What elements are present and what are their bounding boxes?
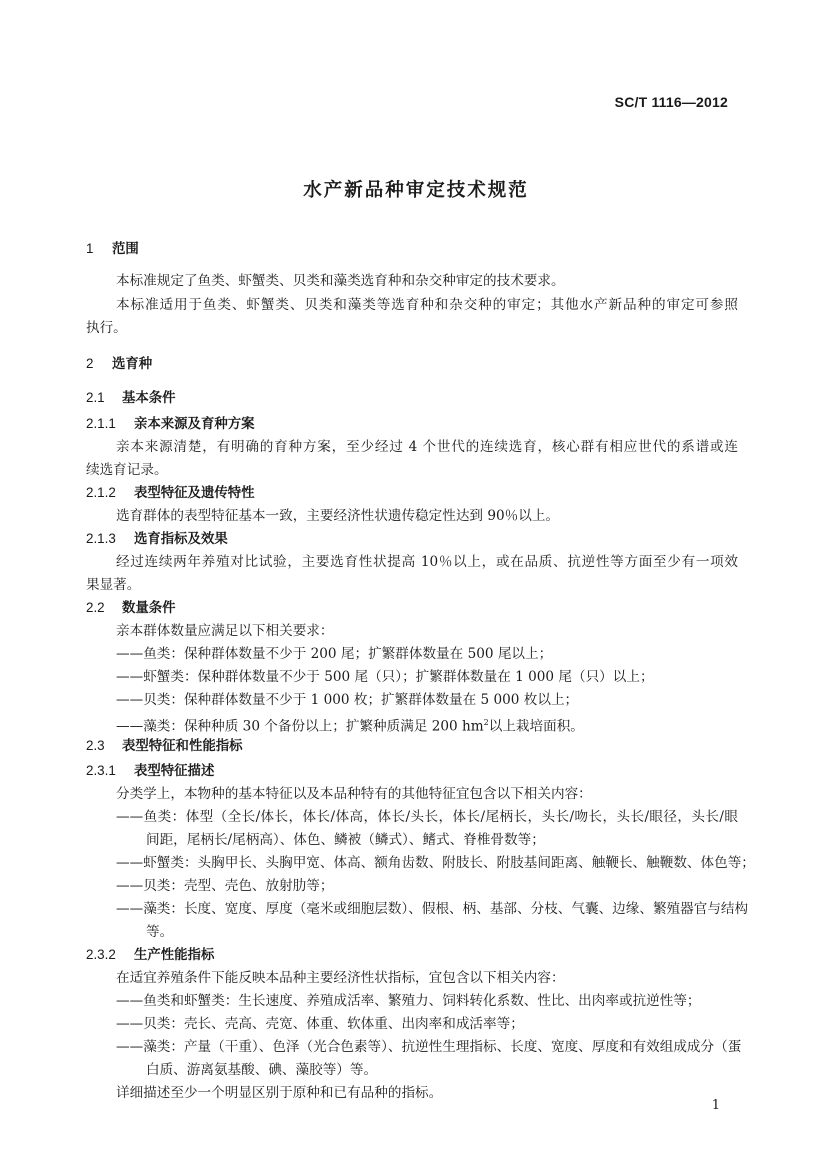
section-2-heading: 2 选育种 [86, 356, 153, 372]
section-2-3-1-item-shellfish: ——贝类：壳型、壳色、放射肋等； [116, 878, 334, 894]
section-2-2-item-algae: ——藻类：保种种质 30 个备份以上；扩繁种质满足 200 $hm^2$以上栽培面积。 [116, 718, 584, 735]
section-2-3-2-item-fish-crustacean: ——鱼类和虾蟹类：生长速度、养殖成活率、繁殖力、饲料转化系数、性比、出肉率或抗逆性等； [116, 993, 701, 1009]
section-2-2-item-crustacean: ——虾蟹类：保种群体数量不少于 500 尾（只）；扩繁群体数量在 1 000 尾（只）以上； [116, 669, 654, 685]
section-2-3-2-outro: 详细描述至少一个明显区别于原种和已有品种的指标。 [116, 1085, 443, 1101]
section-2-3-2-intro: 在适宜养殖条件下能反映本品种主要经济性状指标，宜包含以下相关内容： [116, 970, 565, 986]
section-2-3-1-item-fish-line-1: ——鱼类：体型（全长/体长，体长/体高，体长/头长，体长/尾柄长，头长/吻长，头长/眼径，头长/眼 [116, 809, 738, 825]
section-1-paragraph-2-line-2: 执行。 [86, 320, 127, 336]
section-2-1-heading: 2.1 基本条件 [86, 390, 176, 406]
section-2-2-intro: 亲本群体数量应满足以下相关要求： [116, 623, 334, 639]
section-2-2-item-fish: ——鱼类：保种群体数量不少于 200 尾；扩繁群体数量在 500 尾以上； [116, 646, 553, 662]
document-title: 水产新品种审定技术规范 [303, 180, 529, 201]
section-2-3-2-heading: 2.3.2 生产性能指标 [86, 947, 215, 963]
section-2-3-2-item-shellfish: ——贝类：壳长、壳高、壳宽、体重、软体重、出肉率和成活率等； [116, 1016, 524, 1032]
section-2-1-2-heading: 2.1.2 表型特征及遗传特性 [86, 485, 255, 501]
section-2-1-1-paragraph-line-2: 续选育记录。 [86, 462, 168, 478]
section-1-paragraph-1: 本标准规定了鱼类、虾蟹类、贝类和藻类选育种和杂交种审定的技术要求。 [116, 273, 565, 289]
section-2-3-2-item-algae-line-1: ——藻类：产量（干重）、色泽（光合色素等）、抗逆性生理指标、长度、宽度、厚度和有效组成成分（蛋 [116, 1039, 742, 1055]
section-2-1-1-heading: 2.1.1 亲本来源及育种方案 [86, 416, 255, 432]
section-2-3-1-intro: 分类学上，本物种的基本特征以及本品种特有的其他特征宜包含以下相关内容： [116, 786, 592, 802]
page-number: 1 [711, 1098, 720, 1113]
section-2-1-3-paragraph-line-1: 经过连续两年养殖对比试验，主要选育性状提高 10％以上，或在品质、抗逆性等方面至少有一项效 [116, 554, 738, 570]
section-2-1-3-paragraph-line-2: 果显著。 [86, 577, 141, 593]
section-2-1-3-heading: 2.1.3 选育指标及效果 [86, 531, 228, 547]
section-2-3-1-item-algae-line-2: 等。 [146, 924, 174, 940]
standard-code: SC/T 1116—2012 [614, 94, 728, 110]
section-1-paragraph-2-line-1: 本标准适用于鱼类、虾蟹类、贝类和藻类等选育种和杂交种的审定；其他水产新品种的审定可参照 [116, 297, 738, 313]
section-2-1-1-paragraph-line-1: 亲本来源清楚，有明确的育种方案，至少经过 4 个世代的连续选育，核心群有相应世代的系谱或连 [116, 439, 738, 455]
section-2-3-1-heading: 2.3.1 表型特征描述 [86, 763, 215, 779]
section-2-3-1-item-crustacean: ——虾蟹类：头胸甲长、头胸甲宽、体高、额角齿数、附肢长、附肢基间距离、触鞭长、触鞭数、体色等； [116, 855, 755, 871]
section-2-3-heading: 2.3 表型特征和性能指标 [86, 738, 243, 754]
section-1-heading: 1 范围 [86, 241, 139, 257]
section-2-2-heading: 2.2 数量条件 [86, 600, 176, 616]
section-2-1-2-paragraph: 选育群体的表型特征基本一致，主要经济性状遗传稳定性达到 90％以上。 [116, 508, 560, 524]
section-2-3-2-item-algae-line-2: 白质、游离氨基酸、碘、藻胶等）等。 [146, 1062, 378, 1078]
section-2-3-1-item-fish-line-2: 间距，尾柄长/尾柄高）、体色、鳞被（鳞式）、鳍式、脊椎骨数等； [146, 832, 545, 848]
superscript-2: 2 [483, 718, 489, 727]
section-2-3-1-item-algae-line-1: ——藻类：长度、宽度、厚度（毫米或细胞层数）、假根、柄、基部、分枝、气囊、边缘、繁殖器官与结构 [116, 901, 749, 917]
section-2-2-item-shellfish: ——贝类：保种群体数量不少于 1 000 枚；扩繁群体数量在 5 000 枚以上； [116, 692, 579, 708]
